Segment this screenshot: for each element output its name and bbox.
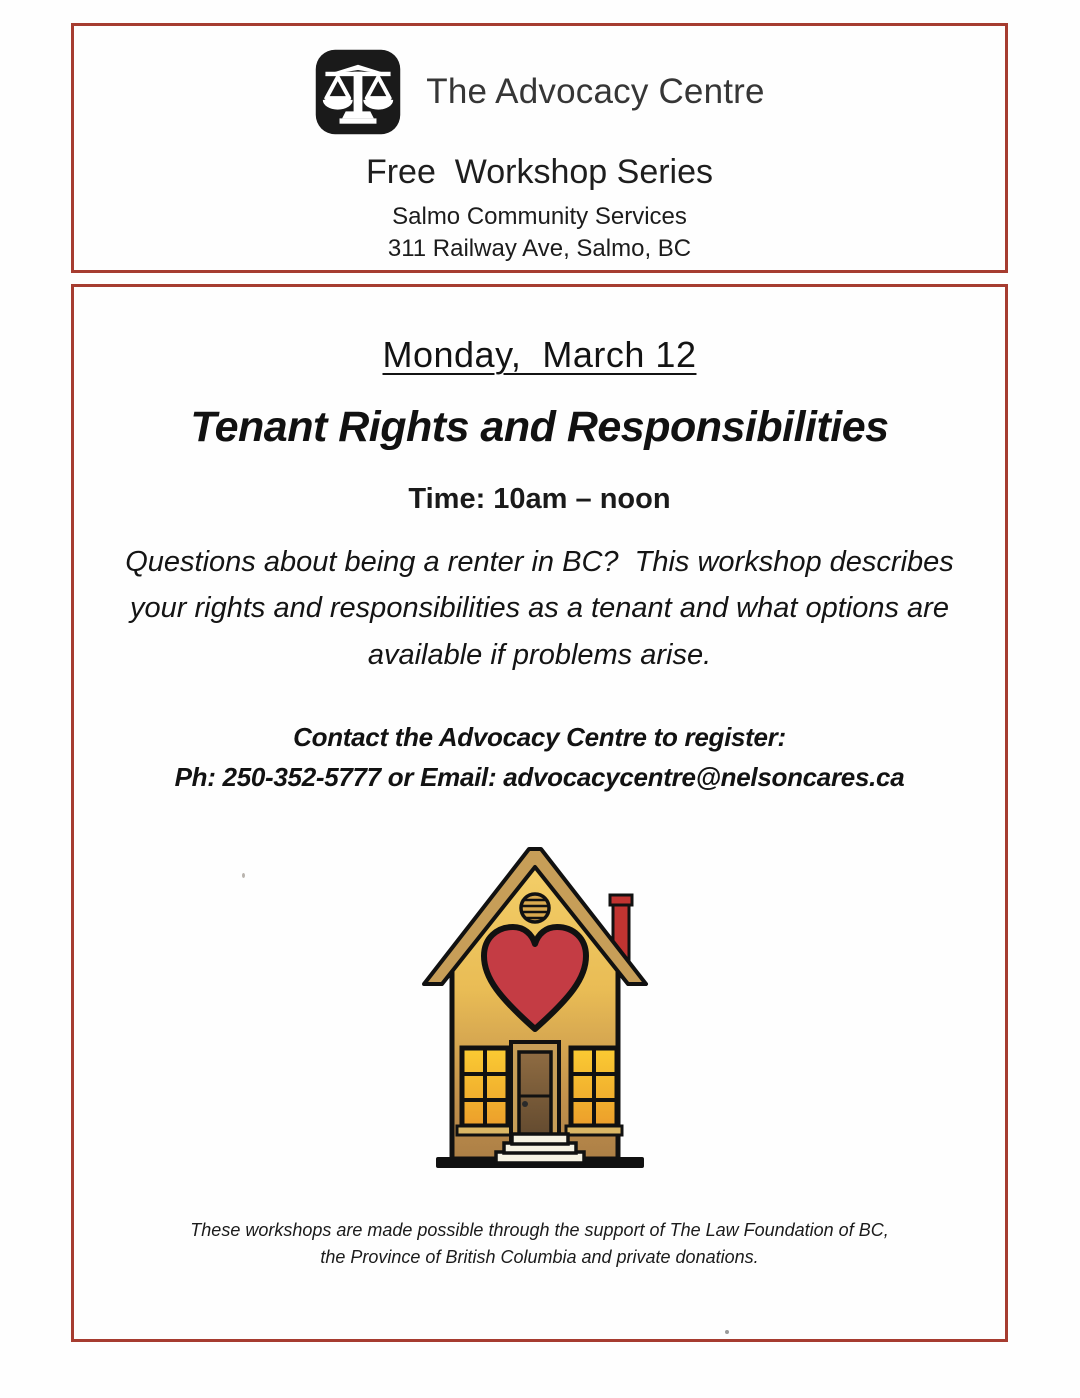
- contact-details: Ph: 250-352-5777 or Email: advocacycentre@nelsoncares.ca: [174, 762, 905, 793]
- funding-note-line: the Province of British Columbia and private donations.: [320, 1246, 759, 1267]
- house-illustration-wrap: [74, 846, 1005, 1171]
- venue-name: Salmo Community Services: [392, 203, 687, 230]
- org-name: The Advocacy Centre: [426, 72, 765, 111]
- description-line: available if problems arise.: [367, 638, 712, 671]
- logo-row: [74, 48, 1005, 136]
- header-panel: [71, 23, 1008, 273]
- series-title: Free Workshop Series: [365, 153, 714, 191]
- workshop-time: Time: 10am – noon: [408, 483, 671, 515]
- workshop-date: Monday, March 12: [382, 334, 697, 375]
- flyer-body-panel: [71, 284, 1008, 1342]
- workshop-description: [74, 539, 1005, 678]
- funding-note-line: These workshops are made possible through the support of The Law Foundation of BC,: [190, 1219, 889, 1240]
- funding-note: [74, 1217, 1005, 1271]
- description-line: your rights and responsibilities as a tenant and what options are: [130, 592, 949, 625]
- scan-speck: [725, 1330, 729, 1334]
- description-line: Questions about being a renter in BC? This workshop describes: [125, 546, 954, 578]
- heart-house-illustration: [422, 846, 657, 1171]
- scales-of-justice-icon: [314, 48, 402, 136]
- contact-block: [74, 717, 1005, 798]
- scan-speck: [242, 873, 245, 878]
- workshop-title: Tenant Rights and Responsibilities: [190, 403, 889, 451]
- contact-heading: Contact the Advocacy Centre to register:: [293, 722, 786, 753]
- venue-address: 311 Railway Ave, Salmo, BC: [387, 234, 692, 262]
